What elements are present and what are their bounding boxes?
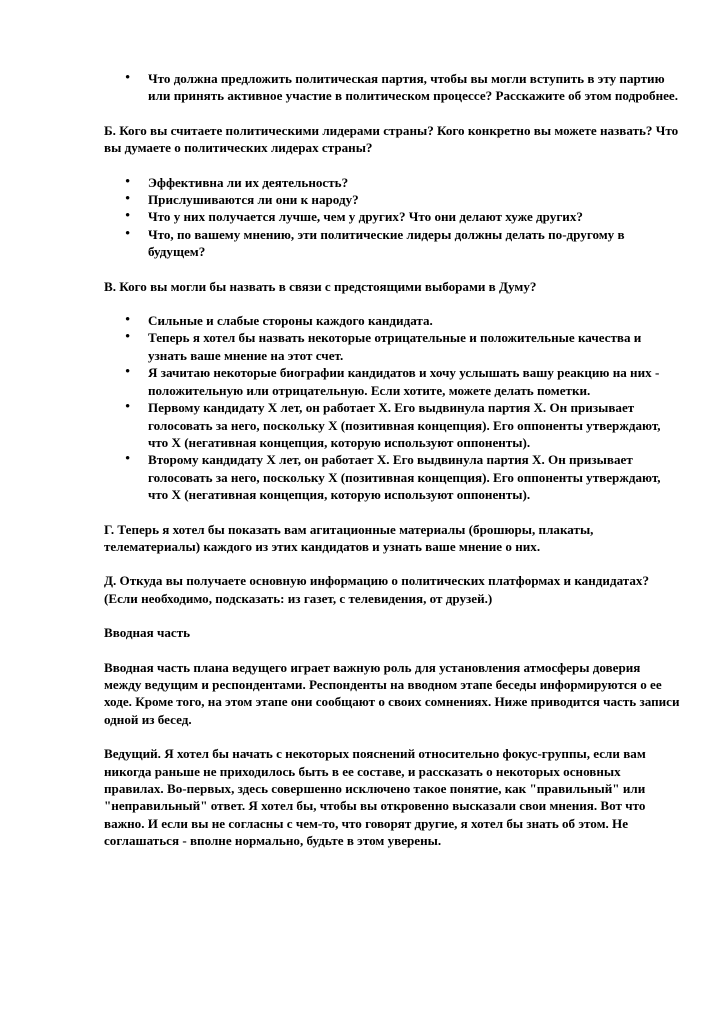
- list-item: • Что, по вашему мнению, эти политические лидеры должны делать по-другому в будущем?: [104, 226, 680, 261]
- intro-paragraph: Вводная часть плана ведущего играет важную роль для установления атмосферы доверия между ведущим и респондентами. Респонденты на вводном этапе беседы информируются о ее ходе. Кроме того, на этом этапе они сообщают о своих сомнениях. Ниже приводится часть записи одной из бесед.: [104, 659, 680, 727]
- intro-heading: Вводная часть: [104, 625, 191, 641]
- host-paragraph: Ведущий. Я хотел бы начать с некоторых пояснений относительно фокус-группы, если вам никогда раньше не приходилось быть в ее составе, и рассказать о некоторых основных правилах. Во-первых, здесь совершенно исключено такое понятие, как "правильный" или "неправильный" ответ. Я хотел бы, чтобы вы откровенно высказали свои мнения. Вот что важно. И если вы не согласны с чем-то, что говорят другие, я хотел бы знать об этом. Не соглашаться - вполне нормально, будьте в этом уверены.: [104, 746, 646, 849]
- list-item: • Что у них получается лучше, чем у других? Что они делают хуже других?: [104, 208, 680, 225]
- list-item: • Я зачитаю некоторые биографии кандидатов и хочу услышать вашу реакцию на них - положительную или отрицательную. Если хотите, можете делать пометки.: [104, 364, 680, 399]
- section-g-question: Г. Теперь я хотел бы показать вам агитационные материалы (брошюры, плакаты, телематериалы) каждого из этих кандидатов и узнать ваше мнение о них.: [104, 521, 594, 554]
- list-item: • Второму кандидату X лет, он работает X. Его выдвинула партия X. Он призывает голосовать за него, поскольку X (позитивная концепция). Его оппоненты утверждают, что X (негативная концепция, которую используют оппоненты).: [104, 451, 680, 503]
- list-item: • Эффективна ли их деятельность?: [104, 174, 680, 191]
- list-a: [104, 70, 680, 105]
- section-b-question: Б. Кого вы считаете политическими лидерами страны? Кого конкретно вы можете назвать? Что вы думаете о политических лидерах страны?: [104, 122, 679, 156]
- document-page: [104, 70, 680, 850]
- list-item: • Сильные и слабые стороны каждого кандидата.: [104, 312, 680, 329]
- list-b: [104, 174, 680, 261]
- section-d-question: Д. Откуда вы получаете основную информацию о политических платформах и кандидатах? (Если необходимо, подсказать: из газет, с телевидения, от друзей.): [104, 573, 650, 606]
- section-v-question: В. Кого вы могли бы назвать в связи с предстоящими выборами в Думу?: [104, 278, 537, 294]
- list-item: • Что должна предложить политическая партия, чтобы вы могли вступить в эту партию или принять активное участие в политическом процессе? Расскажите об этом подробнее.: [104, 70, 680, 105]
- list-item: • Прислушиваются ли они к народу?: [104, 191, 680, 208]
- list-item: • Первому кандидату X лет, он работает X. Его выдвинула партия X. Он призывает голосовать за него, поскольку X (позитивная концепция). Его оппоненты утверждают, что X (негативная концепция, которую используют оппоненты).: [104, 399, 680, 451]
- list-v: [104, 312, 680, 503]
- list-item: • Теперь я хотел бы назвать некоторые отрицательные и положительные качества и узнать ваше мнение на этот счет.: [104, 329, 680, 364]
